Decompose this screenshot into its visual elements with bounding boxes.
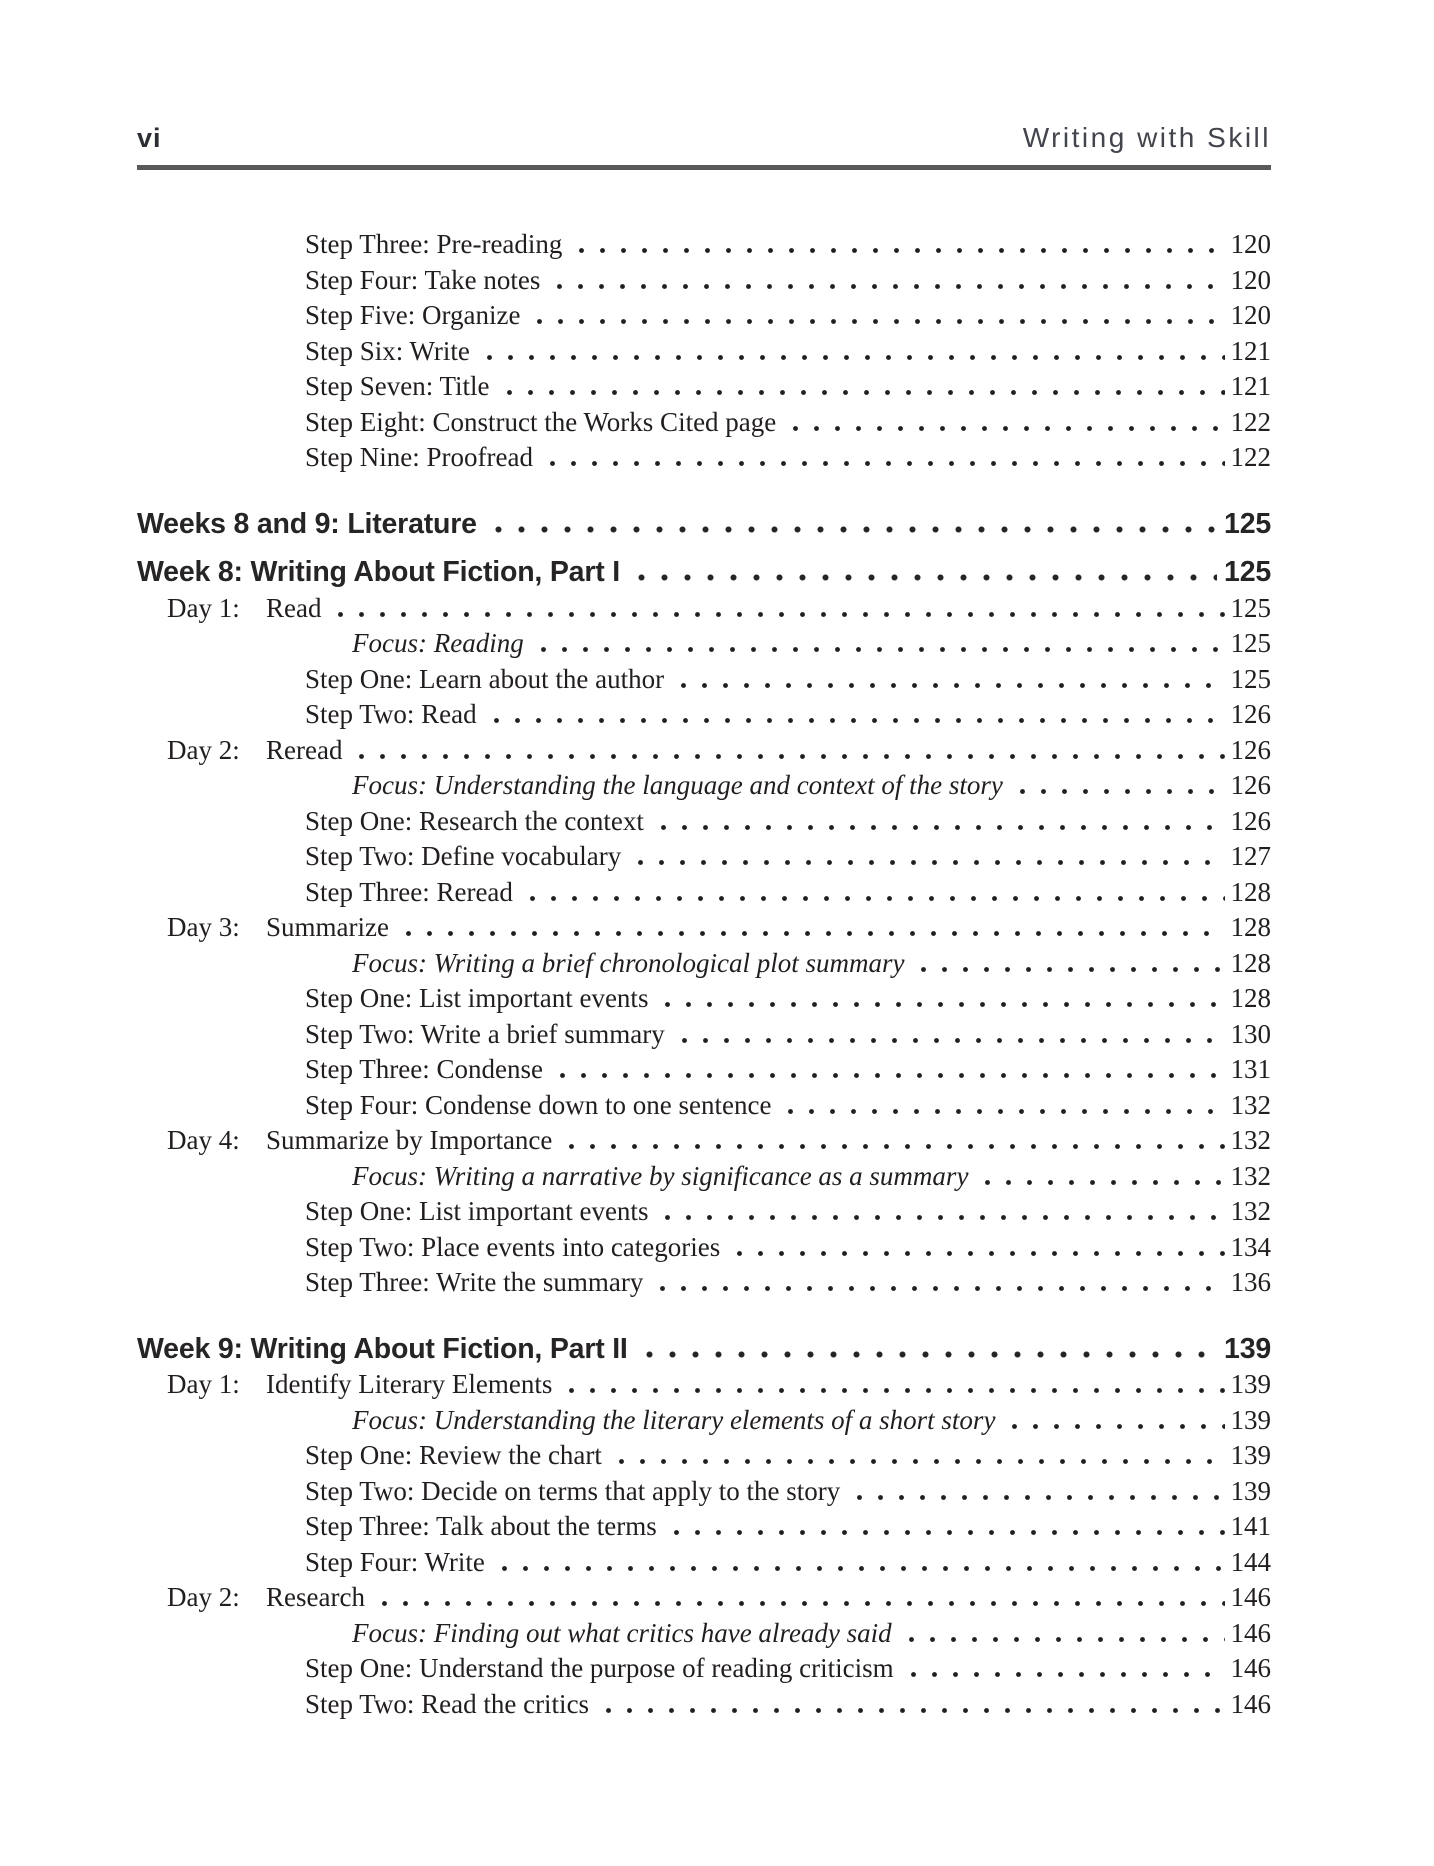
- toc-entry-step: [137, 1052, 1271, 1088]
- toc-entry-day: [137, 1580, 1271, 1616]
- entry-title: Step One: List important events: [305, 983, 649, 1013]
- entry-title: Step Two: Place events into categories: [305, 1231, 721, 1262]
- entry-title: Step Four: Write: [305, 1546, 485, 1577]
- toc-entry-step: [137, 227, 1271, 263]
- entry-page-number: 139: [1230, 1440, 1271, 1470]
- toc-entry-step: [137, 1017, 1271, 1053]
- dot-leader: [729, 1238, 1224, 1256]
- toc-list: [137, 227, 1271, 1722]
- page-folio: vi: [137, 123, 162, 153]
- entry-page-number: 122: [1230, 442, 1271, 472]
- toc-entry-step: [137, 1230, 1271, 1266]
- dot-leader: [1004, 1411, 1224, 1429]
- toc-entry-step: [137, 1474, 1271, 1510]
- entry-page-number: 120: [1230, 264, 1271, 295]
- entry-title: Step Three: Condense: [305, 1054, 543, 1084]
- toc-entry-focus: [137, 1616, 1271, 1652]
- entry-title: Step Three: Write the summary: [305, 1267, 644, 1297]
- toc-entry-step: [137, 1265, 1271, 1301]
- entry-page-number: 126: [1230, 805, 1271, 836]
- toc-entry-step: [137, 697, 1271, 733]
- entry-title: Step One: Review the chart: [305, 1440, 602, 1470]
- entry-page-number: 141: [1230, 1511, 1271, 1541]
- entry-page-number: 126: [1230, 699, 1271, 729]
- entry-title: Focus: Understanding the literary elements of a short story: [352, 1404, 996, 1435]
- dot-leader: [666, 1517, 1225, 1535]
- dot-leader: [486, 705, 1225, 723]
- dot-leader: [522, 883, 1225, 901]
- dot-leader: [549, 271, 1224, 289]
- entry-page-number: 136: [1230, 1267, 1271, 1297]
- toc-entry-focus: [137, 768, 1271, 804]
- entry-page-number: 139: [1230, 1404, 1271, 1435]
- toc-entry-step: [137, 1438, 1271, 1474]
- toc-entry-week: [137, 555, 1271, 591]
- toc-entry-day: [137, 910, 1271, 946]
- entry-page-number: 128: [1230, 947, 1271, 978]
- toc-entry-step: [137, 1509, 1271, 1545]
- entry-title: Step Six: Write: [305, 335, 470, 366]
- entry-page-number: 146: [1230, 1617, 1271, 1648]
- toc-entry-step: [137, 334, 1271, 370]
- toc-entry-step: [137, 298, 1271, 334]
- toc-entry-step: [137, 804, 1271, 840]
- entry-page-number: 122: [1230, 406, 1271, 437]
- entry-title: Step Seven: Title: [305, 371, 490, 401]
- entry-title: Step Two: Read the critics: [305, 1688, 590, 1719]
- toc-entry-day: [137, 591, 1271, 627]
- dot-leader: [630, 562, 1217, 581]
- dot-leader: [561, 1131, 1224, 1149]
- entry-page-number: 131: [1230, 1054, 1271, 1084]
- entry-title: Focus: Writing a brief chronological plot summary: [352, 947, 905, 978]
- entry-page-number: 146: [1230, 1653, 1271, 1683]
- entry-title: Step One: Learn about the author: [305, 663, 665, 694]
- entry-page-number: 139: [1230, 1369, 1271, 1399]
- entry-page-number: 132: [1230, 1196, 1271, 1226]
- dot-leader: [780, 1096, 1224, 1114]
- entry-title: Summarize by Importance: [266, 1125, 553, 1155]
- dot-leader: [487, 514, 1217, 533]
- toc-entry-step: [137, 1088, 1271, 1124]
- day-label: Day 1:: [167, 592, 240, 623]
- toc-entry-step: [137, 839, 1271, 875]
- dot-leader: [977, 1167, 1224, 1185]
- dot-leader: [1012, 776, 1225, 794]
- dot-leader: [657, 989, 1224, 1007]
- dot-leader: [552, 1060, 1225, 1078]
- entry-title: Step Two: Decide on terms that apply to the story: [305, 1475, 841, 1506]
- dot-leader: [785, 413, 1224, 431]
- dot-leader: [913, 954, 1224, 972]
- day-label: Day 2:: [167, 1582, 240, 1612]
- toc-entry-step: [137, 1651, 1271, 1687]
- entry-page-number: 125: [1230, 592, 1271, 623]
- entry-page-number: 139: [1224, 1332, 1271, 1365]
- entry-title: Summarize: [266, 912, 389, 942]
- entry-page-number: 126: [1230, 734, 1271, 765]
- toc-entry-focus: [137, 946, 1271, 982]
- dot-leader: [529, 306, 1224, 324]
- entry-title: Week 9: Writing About Fiction, Part II: [137, 1332, 628, 1365]
- dot-leader: [901, 1624, 1225, 1642]
- entry-title: Reread: [266, 734, 343, 765]
- toc-entry-step: [137, 662, 1271, 698]
- dot-leader: [657, 1202, 1224, 1220]
- toc-entry-step: [137, 263, 1271, 299]
- entry-title: Step Nine: Proofread: [305, 442, 533, 472]
- entry-page-number: 128: [1230, 912, 1271, 942]
- day-label: Day 4:: [167, 1125, 240, 1155]
- toc-entry-focus: [137, 1159, 1271, 1195]
- toc-entry-step: [137, 405, 1271, 441]
- entry-page-number: 127: [1230, 841, 1271, 871]
- toc-entry-part: [137, 507, 1271, 543]
- toc-entry-day: [137, 1367, 1271, 1403]
- dot-leader: [638, 1339, 1217, 1358]
- running-title: Writing with Skill: [1022, 122, 1271, 153]
- entry-title: Focus: Understanding the language and context of the story: [352, 770, 1003, 800]
- toc-entry-step: [137, 1545, 1271, 1581]
- toc-entry-step: [137, 369, 1271, 405]
- dot-leader: [571, 235, 1224, 253]
- entry-page-number: 132: [1230, 1089, 1271, 1120]
- toc-entry-step: [137, 1687, 1271, 1723]
- dot-leader: [903, 1659, 1225, 1677]
- entry-page-number: 121: [1230, 335, 1271, 366]
- dot-leader: [398, 918, 1225, 936]
- entry-page-number: 120: [1230, 300, 1271, 330]
- dot-leader: [542, 448, 1225, 466]
- entry-page-number: 134: [1230, 1231, 1271, 1262]
- toc-entry-focus: [137, 1403, 1271, 1439]
- entry-title: Step One: Research the context: [305, 805, 644, 836]
- entry-title: Step One: List important events: [305, 1196, 649, 1226]
- entry-title: Step Five: Organize: [305, 300, 521, 330]
- entry-page-number: 125: [1230, 628, 1271, 658]
- entry-page-number: 121: [1230, 371, 1271, 401]
- toc-entry-step: [137, 440, 1271, 476]
- entry-title: Read: [266, 592, 322, 623]
- entry-page-number: 120: [1230, 229, 1271, 259]
- dot-leader: [611, 1446, 1225, 1464]
- entry-page-number: 125: [1224, 507, 1271, 540]
- entry-page-number: 128: [1230, 983, 1271, 1013]
- entry-page-number: 144: [1230, 1546, 1271, 1577]
- entry-title: Step Two: Read: [305, 699, 477, 729]
- toc-entry-day: [137, 733, 1271, 769]
- entry-page-number: 132: [1230, 1125, 1271, 1155]
- entry-page-number: 125: [1230, 663, 1271, 694]
- toc-entry-week: [137, 1332, 1271, 1368]
- entry-title: Focus: Writing a narrative by significance as a summary: [352, 1160, 969, 1191]
- entry-title: Identify Literary Elements: [266, 1369, 553, 1399]
- dot-leader: [330, 599, 1224, 617]
- toc-entry-step: [137, 1194, 1271, 1230]
- entry-page-number: 146: [1230, 1688, 1271, 1719]
- day-label: Day 3:: [167, 912, 240, 942]
- toc-entry-day: [137, 1123, 1271, 1159]
- dot-leader: [674, 1025, 1225, 1043]
- entry-page-number: 132: [1230, 1160, 1271, 1191]
- entry-title: Step Two: Write a brief summary: [305, 1018, 665, 1049]
- toc-entry-step: [137, 875, 1271, 911]
- running-header: [137, 122, 1271, 154]
- entry-page-number: 139: [1230, 1475, 1271, 1506]
- dot-leader: [494, 1553, 1225, 1571]
- entry-title: Step Three: Pre-reading: [305, 229, 563, 259]
- entry-page-number: 146: [1230, 1582, 1271, 1612]
- toc-entry-step: [137, 981, 1271, 1017]
- entry-title: Focus: Reading: [352, 628, 524, 658]
- toc-entry-focus: [137, 626, 1271, 662]
- day-label: Day 1:: [167, 1369, 240, 1399]
- dot-leader: [653, 812, 1225, 830]
- entry-title: Focus: Finding out what critics have already said: [352, 1617, 892, 1648]
- dot-leader: [479, 342, 1225, 360]
- entry-title: Step Four: Condense down to one sentence: [305, 1089, 772, 1120]
- dot-leader: [499, 377, 1225, 395]
- entry-title: Step Three: Talk about the terms: [305, 1511, 657, 1541]
- entry-title: Research: [266, 1582, 365, 1612]
- dot-leader: [673, 670, 1224, 688]
- entry-page-number: 125: [1224, 556, 1271, 588]
- header-rule: [137, 165, 1271, 170]
- entry-page-number: 126: [1230, 770, 1271, 800]
- day-label: Day 2:: [167, 734, 240, 765]
- entry-title: Step One: Understand the purpose of reading criticism: [305, 1653, 894, 1683]
- entry-title: Step Three: Reread: [305, 876, 513, 907]
- entry-page-number: 130: [1230, 1018, 1271, 1049]
- dot-leader: [849, 1482, 1224, 1500]
- dot-leader: [630, 847, 1224, 865]
- dot-leader: [533, 634, 1225, 652]
- entry-title: Weeks 8 and 9: Literature: [137, 507, 477, 540]
- dot-leader: [561, 1375, 1224, 1393]
- entry-title: Step Two: Define vocabulary: [305, 841, 622, 871]
- entry-title: Step Four: Take notes: [305, 264, 541, 295]
- entry-title: Step Eight: Construct the Works Cited page: [305, 406, 777, 437]
- dot-leader: [351, 741, 1224, 759]
- entry-page-number: 128: [1230, 876, 1271, 907]
- dot-leader: [598, 1695, 1224, 1713]
- dot-leader: [374, 1588, 1225, 1606]
- entry-title: Week 8: Writing About Fiction, Part I: [137, 556, 620, 588]
- dot-leader: [652, 1273, 1224, 1291]
